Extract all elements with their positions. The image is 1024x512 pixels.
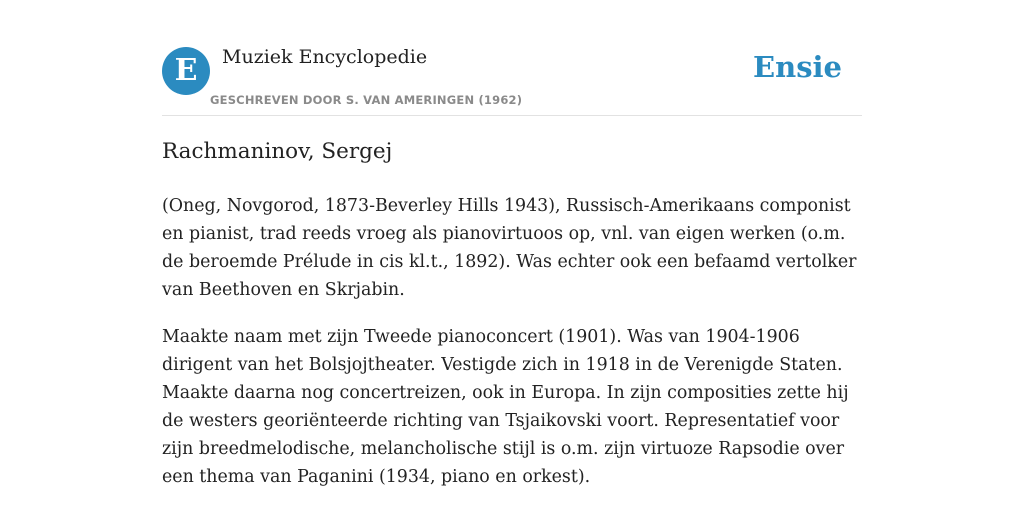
encyclopedia-logo-icon[interactable]: E (162, 47, 210, 95)
header-divider (162, 115, 862, 116)
publication-title[interactable]: Muziek Encyclopedie (222, 46, 428, 68)
article-title: Rachmaninov, Sergej (162, 139, 393, 164)
author-line: GESCHREVEN DOOR S. VAN AMERINGEN (1962) (210, 93, 523, 107)
article-paragraph-2: Maakte naam met zijn Tweede pianoconcert (1901). Was van 1904-1906 dirigent van het Bolsjojtheater. Vestigde zich in 1918 in de Verenigde Staten. Maakte daarna nog concertreizen, ook in Europa. In zijn composities zette hij de westers georiënteerde richting van Tsjaikovski voort. Representatief voor zijn breedmelodische, melancholische stijl is o.m. zijn virtuoze Rapsodie over een thema van Paganini (1934, piano en orkest). (162, 327, 849, 487)
header (162, 44, 862, 115)
article-paragraph-1: (Oneg, Novgorod, 1873-Beverley Hills 1943), Russisch-Amerikaans componist en pianist, trad reeds vroeg als pianovirtuoos op, vnl. van eigen werken (o.m. de beroemde Prélude in cis kl.t., 1892). Was echter ook een befaamd vertolker van Beethoven en Skrjabin. (162, 196, 857, 300)
brand-logo[interactable]: Ensie (753, 50, 842, 84)
article-body (162, 192, 862, 510)
